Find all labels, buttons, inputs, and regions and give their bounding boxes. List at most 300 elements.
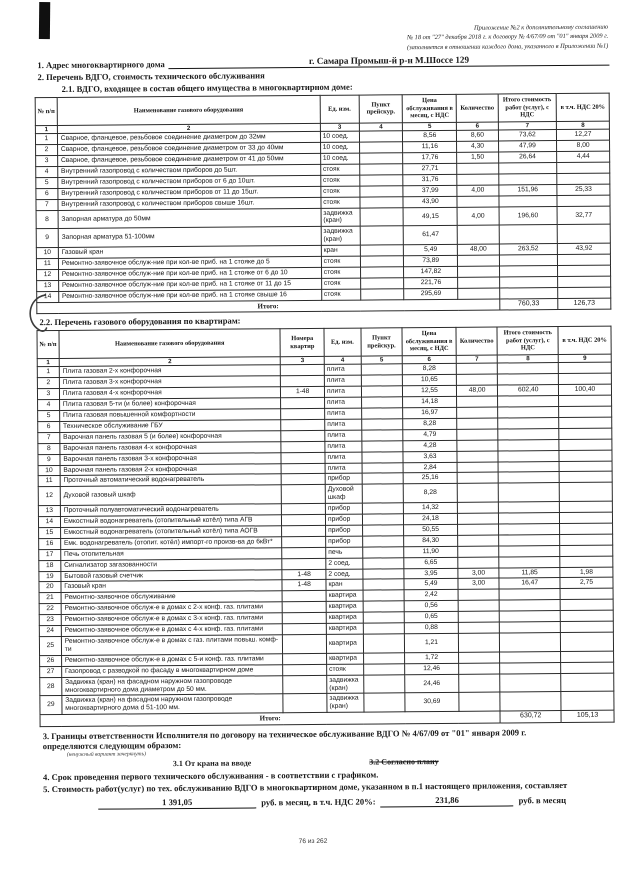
cell-price: 0,88 [404, 622, 458, 633]
cell-vat [558, 287, 611, 298]
cell-total: 47,99 [498, 141, 557, 152]
cell-vat: 43,92 [557, 243, 610, 254]
cell-name: Плита газовая 5-ти (и более) конфорочная [59, 398, 281, 411]
cell-vat [561, 632, 614, 651]
cell-total [499, 276, 558, 287]
cell-qty [457, 462, 498, 473]
column-number: 1 [35, 125, 57, 133]
cell-unit: плита [324, 386, 361, 397]
section-3-line-2: определяются следующим образом: [42, 739, 182, 751]
cell-qty [458, 557, 499, 568]
cell-price: 5,49 [404, 245, 458, 256]
cell-name: Запорная арматура до 50мм [58, 208, 321, 229]
column-header: Пункт прейскур. [361, 328, 403, 356]
cell-pt [362, 440, 403, 451]
column-header: Наименование газового оборудования [57, 95, 320, 125]
cell-pt [362, 547, 403, 558]
cell-pt [361, 397, 402, 408]
cell-apt [282, 504, 326, 515]
cell-price: 0,65 [404, 612, 458, 623]
cell-vat [557, 195, 610, 206]
cell-qty: 4,00 [457, 207, 498, 226]
header-row [35, 93, 609, 126]
cell-apt: 1-48 [282, 569, 326, 580]
cell-total [499, 523, 560, 534]
cell-apt [283, 675, 327, 694]
cell-n: 6 [36, 188, 58, 199]
column-number: 6 [457, 122, 498, 131]
column-header: Итого стоимость работ (услуг), с НДС [498, 93, 557, 122]
cell-total [499, 255, 558, 266]
cell-n: 9 [38, 454, 60, 465]
cell-qty [458, 589, 499, 600]
cell-name: Сигнализатор загазованности [61, 558, 283, 571]
cell-unit: печь [326, 547, 363, 558]
cell-pt [364, 693, 405, 712]
cell-apt [282, 525, 326, 536]
cell-apt [282, 558, 326, 569]
monthly-vat-value: 231,86 [381, 794, 514, 807]
column-number: 8 [557, 121, 610, 130]
cell-unit: квартира [326, 601, 363, 612]
cell-total: 73,62 [498, 130, 557, 141]
cell-n: 11 [38, 476, 60, 487]
cell-price: 73,89 [404, 255, 458, 266]
column-header: Количество [456, 327, 498, 355]
cell-price: 61,47 [404, 226, 458, 245]
cell-price: 16,97 [403, 407, 457, 418]
cell-n: 1 [37, 367, 59, 378]
cell-pt [360, 186, 404, 197]
cell-n: 5 [36, 177, 58, 188]
total-label: Итого: [40, 711, 500, 726]
cell-price: 2,42 [404, 590, 458, 601]
cell-total [500, 673, 561, 692]
cell-vat [560, 545, 613, 556]
cell-name: Внутренний газопровод с количеством приборов от 11 до 15шт. [58, 186, 321, 199]
cell-n: 27 [40, 666, 62, 677]
cell-total [498, 363, 559, 374]
cell-pt [363, 674, 404, 693]
option-3-1: 3.1 От крана на вводе [172, 757, 252, 768]
column-header: Количество [456, 94, 498, 122]
cell-n: 22 [39, 604, 61, 615]
cell-total [499, 502, 560, 513]
cell-apt [281, 441, 325, 452]
cell-vat [559, 395, 612, 406]
cell-vat [559, 461, 612, 472]
cell-total [498, 173, 557, 184]
cell-unit: задвижка (кран) [327, 694, 364, 713]
cell-vat: 25,33 [557, 184, 610, 195]
cell-pt [362, 484, 403, 503]
cell-pt [362, 525, 403, 536]
cell-n: 11 [36, 259, 58, 270]
cell-total [500, 633, 561, 652]
total-amount: 630,72 [500, 711, 561, 723]
cell-total: 26,64 [498, 152, 557, 163]
cell-vat [561, 673, 614, 692]
cell-qty [457, 451, 498, 462]
cell-unit: плита [325, 397, 362, 408]
cell-name: Сварное, фланцевое, резьбовое соединение диаметром до 32мм [57, 132, 320, 145]
cell-qty: 48,00 [458, 244, 499, 255]
cell-total [499, 534, 560, 545]
cell-total [499, 600, 560, 611]
cell-vat [560, 534, 613, 545]
cell-price: 8,28 [403, 418, 457, 429]
cell-qty [457, 225, 498, 244]
cell-pt [359, 153, 403, 164]
cell-apt [283, 634, 327, 653]
column-header: № п/п [35, 97, 57, 125]
cell-n: 25 [39, 636, 61, 655]
cell-vat: 2,75 [560, 578, 613, 589]
cell-apt [282, 591, 326, 602]
cell-unit: 10 соед. [320, 142, 359, 153]
cell-qty [458, 266, 499, 277]
cell-price: 10,65 [402, 375, 456, 386]
cell-vat [560, 512, 613, 523]
cell-name: Сварное, фланцевое, резьбовое соединение диаметром от 33 до 40мм [57, 143, 320, 156]
cell-unit: задвижка (кран) [321, 226, 360, 245]
cell-price: 4,28 [403, 440, 457, 451]
cell-n: 26 [40, 655, 62, 666]
cell-vat: 8,00 [557, 140, 610, 151]
cell-n: 17 [39, 549, 61, 560]
section-3-note: (ненужный вариант зачеркнуть) [66, 750, 147, 758]
cell-name: Проточный полуавтоматический водонагреватель [60, 504, 282, 517]
cell-name: Задвижка (кран) на фасадном наружном газопроводе многоквартирного дома диаметром до 50 мм. [62, 675, 284, 696]
responsibility-options [173, 755, 619, 768]
cell-unit: Духовой шкаф [325, 484, 362, 503]
cell-unit: квартира [326, 612, 363, 623]
cell-apt [283, 694, 327, 713]
cell-total [499, 225, 558, 244]
cell-pt [362, 462, 403, 473]
appendix-line-2: № 18 от "27" декабря 2018 г. к договору № 4/67/09 от "01" января 2009 г. [406, 32, 609, 42]
section-5-heading: 5. Стоимость работ(услуг) по тех. обслуживанию ВДГО в многоквартирном доме, указанном в п.1 настоящего приложения, составляет [43, 779, 568, 794]
cell-unit: 2 соед. [326, 558, 363, 569]
cell-name: Проточный автоматический водонагреватель [60, 474, 282, 487]
cell-total [498, 162, 557, 173]
cell-pt [363, 557, 404, 568]
cell-n: 13 [37, 280, 59, 291]
cell-name: Плита газовая 4-х конфорочная [59, 387, 281, 400]
cell-vat [561, 692, 614, 711]
cell-qty [457, 407, 498, 418]
cell-unit: стояк [327, 664, 364, 675]
cell-apt: 1-48 [281, 387, 325, 398]
cell-qty [459, 652, 500, 663]
cell-unit: кран [321, 245, 360, 256]
column-number: 2 [59, 357, 281, 367]
cell-name: Духовой газовый шкаф [60, 485, 282, 506]
cell-price: 31,76 [403, 174, 457, 185]
cell-price: 147,82 [404, 266, 458, 277]
cell-price: 0,56 [404, 601, 458, 612]
cell-name: Ремонтно-заявочное обслуж-ние при кол-ве приб. на 1 стояке до 5 [58, 256, 321, 269]
cell-n: 3 [36, 156, 58, 167]
cell-vat [560, 556, 613, 567]
total-vat: 126,73 [558, 298, 611, 310]
cell-total [498, 428, 559, 439]
cell-name: Ремонтно-заявочное обслуж-е в домах с 2-х конф. газ. плитами [61, 602, 283, 615]
cell-name: Техническое обслуживание ГБУ [60, 420, 282, 433]
monthly-total-suffix: руб. в месяц, в т.ч. НДС 20%: [261, 795, 376, 807]
cell-pt [362, 430, 403, 441]
cell-qty [457, 163, 498, 174]
cell-vat [558, 254, 611, 265]
cell-pt [359, 142, 403, 153]
cell-name: Плита газовая 2-х конфорочная [59, 365, 281, 378]
column-number: 4 [324, 356, 361, 365]
cell-price: 24,18 [403, 513, 457, 524]
cell-vat [557, 225, 610, 244]
cell-unit: стояк [321, 278, 360, 289]
cell-vat [559, 428, 612, 439]
cell-total [499, 589, 560, 600]
cell-qty [457, 196, 498, 207]
cell-qty [458, 524, 499, 535]
cell-price: 11,90 [404, 546, 458, 557]
cell-total [499, 545, 560, 556]
cell-name: Газовый кран [58, 246, 321, 259]
cell-price: 6,65 [404, 557, 458, 568]
cell-price: 1,21 [404, 633, 458, 652]
cell-unit: квартира [326, 634, 363, 653]
cell-unit: задвижка (кран) [321, 208, 360, 227]
cell-price: 37,99 [403, 185, 457, 196]
cell-pt [360, 175, 404, 186]
cell-name: Газопровод с разводкой по фасаду в многоквартирном доме [61, 664, 283, 677]
cell-vat [559, 482, 612, 501]
cell-apt [282, 474, 326, 485]
cell-price: 17,76 [403, 152, 457, 163]
cell-qty [459, 663, 500, 674]
cell-price: 12,46 [405, 663, 459, 674]
cell-apt [283, 623, 327, 634]
cell-unit: плита [325, 463, 362, 474]
cell-qty [457, 472, 498, 483]
cell-price: 2,84 [403, 462, 457, 473]
cell-price: 295,69 [404, 288, 458, 299]
cell-unit: прибор [326, 536, 363, 547]
cell-total [500, 611, 561, 622]
cell-unit: стояк [321, 256, 360, 267]
cell-qty [458, 600, 499, 611]
cell-n: 3 [37, 389, 59, 400]
cell-pt [360, 289, 404, 300]
scan-bar-icon [39, 2, 50, 39]
cell-apt [282, 547, 326, 558]
cell-pt [360, 196, 404, 207]
cell-name: Внутренний газопровод с количеством приборов свыше 16шт. [58, 197, 321, 210]
cell-total [498, 417, 559, 428]
cell-n: 10 [38, 465, 60, 476]
cell-total [499, 483, 560, 502]
cell-name: Варочная панель газовая 2-х конфорочная [60, 463, 282, 476]
cell-pt [361, 375, 402, 386]
cell-n: 1 [35, 134, 57, 145]
cell-qty [457, 174, 498, 185]
cell-total: 602,40 [498, 385, 559, 396]
cell-n: 20 [39, 582, 61, 593]
cell-pt [363, 590, 404, 601]
pen-stroke-icon [23, 292, 49, 336]
cell-vat: 32,77 [557, 206, 610, 225]
column-number: 6 [402, 355, 456, 364]
cell-vat [559, 439, 612, 450]
cell-total [499, 513, 560, 524]
cell-vat [561, 662, 614, 673]
cell-n: 23 [39, 615, 61, 626]
cell-price: 25,16 [403, 473, 457, 484]
cell-name: Печь отопительная [61, 547, 283, 560]
cell-vat [557, 162, 610, 173]
cell-name: Газовый кран [61, 580, 283, 593]
cell-qty [457, 513, 498, 524]
cell-vat [558, 373, 611, 384]
cell-unit: стояк [321, 186, 360, 197]
header-row [37, 326, 611, 359]
cell-price: 3,63 [403, 451, 457, 462]
cell-pt [362, 536, 403, 547]
cell-n: 14 [38, 516, 60, 527]
cell-apt [283, 664, 327, 675]
cell-name: Емкостный водонагреватель (отопительный котёл) типа АОГВ [60, 526, 282, 539]
cell-name: Емкостный водонагреватель (отопительный котёл) типа АГВ [60, 515, 282, 528]
cell-pt [361, 386, 402, 397]
cell-name: Емк. водонагреватель (отопит. котёл) импорт-го произв-ва до 6кВт* [60, 537, 282, 550]
cell-price: 11,16 [403, 141, 457, 152]
cell-unit: плита [325, 452, 362, 463]
column-number: 7 [456, 355, 497, 364]
cell-qty [457, 418, 498, 429]
cell-total: 196,60 [499, 206, 558, 225]
cell-pt [360, 256, 404, 267]
cell-pt [362, 514, 403, 525]
cell-n: 4 [38, 400, 60, 411]
cell-price: 12,55 [402, 386, 456, 397]
cell-qty: 8,60 [457, 130, 498, 141]
cell-n: 9 [36, 229, 58, 248]
address-value: г. Самара Промыш-й р-н М.Шоссе 129 [169, 53, 610, 68]
cell-unit: кран [326, 580, 363, 591]
cell-price: 221,76 [404, 277, 458, 288]
cell-pt [363, 663, 404, 674]
cell-pt [362, 473, 403, 484]
cell-pt [360, 267, 404, 278]
cell-vat [559, 406, 612, 417]
cell-pt [363, 568, 404, 579]
cell-total [499, 195, 558, 206]
cell-price: 14,18 [403, 396, 457, 407]
cell-unit: плита [324, 364, 361, 375]
cell-pt [360, 245, 404, 256]
cell-unit: стояк [321, 267, 360, 278]
cell-vat [559, 472, 612, 483]
cell-name: Ремонтно-заявочное обслуж-е в домах с 3-х конф. газ. плитами [61, 613, 283, 626]
column-header: Пункт прейскур. [359, 95, 403, 123]
column-header: в т.ч. НДС 20% [558, 326, 611, 354]
cell-vat [557, 173, 610, 184]
cell-unit: квартира [326, 623, 363, 634]
cell-total: 263,52 [499, 244, 558, 255]
cell-pt [360, 207, 404, 226]
cell-name: Варочная панель газовая 4-х конфорочная [60, 441, 282, 454]
cell-qty [458, 288, 499, 299]
cell-name: Ремонтно-заявочное обслуж-е в домах с газ. плитами повыш. комф-ти [61, 635, 283, 656]
total-label: Итого: [37, 299, 500, 314]
cell-pt [363, 612, 404, 623]
monthly-vat-suffix: руб. в месяц [518, 794, 567, 805]
cell-n: 8 [38, 443, 60, 454]
cell-n: 28 [40, 677, 62, 696]
cell-pt [361, 408, 402, 419]
cell-price: 14,32 [403, 502, 457, 513]
cell-price: 3,95 [404, 568, 458, 579]
total-amount: 760,33 [499, 298, 558, 310]
cell-price: 5,49 [404, 579, 458, 590]
cell-n: 24 [39, 626, 61, 637]
column-number: 5 [403, 122, 457, 131]
cell-pt [363, 623, 404, 634]
cell-pt [362, 503, 403, 514]
cell-name: Ремонтно-заявочное обслуж-ние при кол-ве приб. на 1 стояке от 11 до 15 [58, 278, 321, 291]
cell-n: 7 [38, 432, 60, 443]
cell-total [498, 374, 559, 385]
cell-vat [560, 523, 613, 534]
cell-qty [457, 502, 498, 513]
cell-unit: плита [325, 408, 362, 419]
cell-n: 6 [38, 421, 60, 432]
column-header: Ед. изм. [324, 328, 361, 356]
cell-vat: 1,98 [560, 567, 613, 578]
cell-price: 8,28 [403, 484, 457, 503]
cell-vat [560, 588, 613, 599]
cell-qty: 3,00 [458, 568, 499, 579]
cell-apt [281, 397, 325, 408]
cell-apt [281, 408, 325, 419]
option-3-2-struck: 3.2 Согласно плану [369, 756, 439, 767]
cell-unit: 10 соед. [320, 153, 359, 164]
cell-vat [560, 621, 613, 632]
cell-vat [560, 599, 613, 610]
cell-apt [281, 365, 325, 376]
cell-name: Внутренний газопровод с количеством приборов до 5шт. [58, 164, 321, 177]
cell-total [498, 461, 559, 472]
cell-total: 151,96 [498, 184, 557, 195]
cell-n: 21 [39, 593, 61, 604]
cell-pt [359, 131, 403, 142]
cell-n: 2 [37, 378, 59, 389]
cell-n: 15 [39, 527, 61, 538]
cell-vat [561, 651, 614, 662]
column-number: 4 [359, 123, 403, 132]
cell-total [500, 662, 561, 673]
cell-vat [559, 417, 612, 428]
cell-unit: стояк [321, 289, 360, 300]
cell-total [500, 622, 561, 633]
column-number: 2 [57, 123, 320, 133]
cell-apt [283, 613, 327, 624]
cell-unit: прибор [325, 514, 362, 525]
cell-pt [363, 634, 404, 653]
cell-price: 8,56 [403, 131, 457, 142]
cell-qty [457, 483, 498, 502]
cell-n: 18 [39, 560, 61, 571]
